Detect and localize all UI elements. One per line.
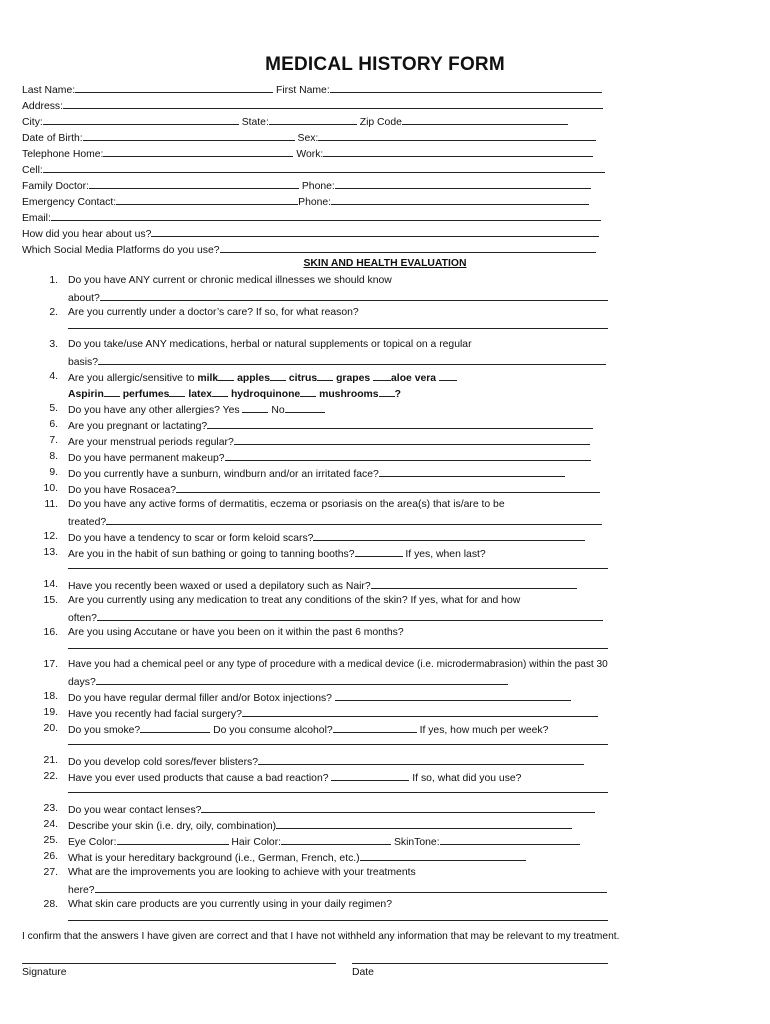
question-7-label: Are your menstrual periods regular? <box>68 437 234 448</box>
social-media-row <box>22 242 596 258</box>
allergy-citrus-field[interactable] <box>317 370 333 381</box>
question-4-prefix: Are you allergic/sensitive to <box>68 373 198 384</box>
question-number: 18. <box>43 691 58 702</box>
question-22-label: Have you ever used products that cause a bad reaction? <box>68 773 329 784</box>
question-18-answer[interactable] <box>335 690 571 701</box>
name-row <box>22 82 602 98</box>
question-15-often: often? <box>68 613 97 624</box>
question-17-days: days? <box>68 677 96 688</box>
cell-field[interactable] <box>43 162 605 173</box>
cell-label: Cell: <box>22 165 43 176</box>
question-13-when-answer[interactable] <box>68 558 608 569</box>
question-number: 11. <box>44 499 58 510</box>
question-1-about: about? <box>68 293 100 304</box>
city-row <box>22 114 568 130</box>
telephone-row <box>22 146 593 162</box>
date-line[interactable] <box>352 962 608 964</box>
question-number: 26. <box>43 851 58 862</box>
allergy-grapes-field[interactable] <box>373 370 391 381</box>
question-number: 4. <box>49 371 58 382</box>
question-number: 22. <box>43 771 58 782</box>
social-media-label: Which Social Media Platforms do you use? <box>22 245 220 256</box>
question-7-text <box>68 434 590 450</box>
allergy-milk-field[interactable] <box>218 370 234 381</box>
address-label: Address: <box>22 101 64 112</box>
question-3-cont <box>68 354 606 370</box>
eye-color-label: Eye Color: <box>68 837 117 848</box>
question-23-label: Do you wear contact lenses? <box>68 805 202 816</box>
question-28-text: What skin care products are you currently using in your daily regimen? <box>68 899 392 910</box>
sex-field[interactable] <box>318 130 596 141</box>
question-27-answer[interactable] <box>95 882 607 893</box>
question-5-yes-field[interactable] <box>242 402 268 413</box>
work-label: Work: <box>296 149 324 160</box>
question-15-cont <box>68 610 603 626</box>
allergy-aloe-field[interactable] <box>439 370 457 381</box>
confirmation-text: I confirm that the answers I have given are correct and that I have not withheld any information that may be relevant to my treatment. <box>22 931 620 942</box>
address-row <box>22 98 603 114</box>
question-20-cont <box>68 734 608 750</box>
allergy-apples: apples <box>237 373 270 384</box>
emergency-contact-label: Emergency Contact: <box>22 197 117 208</box>
question-7-answer[interactable] <box>234 434 590 445</box>
last-name-field[interactable] <box>75 82 273 93</box>
question-11-treated: treated? <box>68 517 107 528</box>
question-number: 9. <box>49 467 58 478</box>
question-25-text <box>68 834 580 850</box>
question-21-text <box>68 754 584 770</box>
question-23-text <box>68 802 595 818</box>
question-8-text <box>68 450 591 466</box>
question-1-answer[interactable] <box>100 290 608 301</box>
eye-color-field[interactable] <box>117 834 229 845</box>
question-number: 1. <box>49 275 58 286</box>
skin-tone-field[interactable] <box>440 834 580 845</box>
question-28-answer[interactable] <box>68 910 608 921</box>
city-label: City: <box>22 117 43 128</box>
skin-tone-label: SkinTone: <box>393 837 440 848</box>
question-16-text: Are you using Accutane or have you been on it within the past 6 months? <box>68 627 404 638</box>
question-number: 8. <box>49 451 58 462</box>
doctor-phone-field[interactable] <box>335 178 591 189</box>
question-number: 10. <box>43 483 58 494</box>
question-3-basis: basis? <box>68 357 99 368</box>
question-19-label: Have you recently had facial surgery? <box>68 709 242 720</box>
allergy-aspirin: Aspirin <box>68 389 104 400</box>
question-2-cont <box>68 318 608 334</box>
allergy-perfumes: perfumes <box>122 389 170 400</box>
question-26-answer[interactable] <box>360 850 526 861</box>
question-14-label: Have you recently been waxed or used a depilatory such as Nair? <box>68 581 371 592</box>
question-28-cont <box>68 910 608 926</box>
question-10-answer[interactable] <box>176 482 600 493</box>
question-number: 5. <box>49 403 58 414</box>
sex-label: Sex: <box>297 133 319 144</box>
question-number: 23. <box>43 803 58 814</box>
question-1-text: Do you have ANY current or chronic medical illnesses we should know <box>68 275 392 286</box>
question-number: 3. <box>49 339 58 350</box>
allergy-mushrooms: mushrooms <box>319 389 379 400</box>
question-16-answer[interactable] <box>68 638 608 649</box>
question-22-answer[interactable] <box>331 770 409 781</box>
allergy-perfumes-field[interactable] <box>169 386 185 397</box>
question-number: 17. <box>43 659 58 670</box>
hair-color-label: Hair Color: <box>231 837 282 848</box>
question-number: 16. <box>43 627 58 638</box>
question-1-cont <box>68 290 608 306</box>
question-6-text <box>68 418 593 434</box>
question-8-label: Do you have permanent makeup? <box>68 453 225 464</box>
dob-label: Date of Birth: <box>22 133 83 144</box>
question-18-label: Do you have regular dermal filler and/or Botox injections? <box>68 693 332 704</box>
question-17-text: Have you had a chemical peel or any type of procedure with a medical device (i.e. microdermabrasion) within the past 30 <box>68 659 608 670</box>
question-number: 7. <box>49 435 58 446</box>
question-11-answer[interactable] <box>106 514 602 525</box>
question-number: 25. <box>43 835 58 846</box>
zip-field[interactable] <box>402 114 568 125</box>
question-6-label: Are you pregnant or lactating? <box>68 421 208 432</box>
family-doctor-field[interactable] <box>89 178 299 189</box>
emergency-phone-label: Phone: <box>298 197 332 208</box>
last-name-label: Last Name: <box>22 85 76 96</box>
allergy-grapes: grapes <box>336 373 371 384</box>
question-5-text <box>68 402 325 418</box>
question-number: 6. <box>49 419 58 430</box>
allergy-milk: milk <box>197 373 219 384</box>
allergy-qmark: ? <box>394 389 401 400</box>
telephone-home-label: Telephone Home: <box>22 149 104 160</box>
family-doctor-label: Family Doctor: <box>22 181 89 192</box>
question-number: 14. <box>43 579 58 590</box>
question-12-label: Do you have a tendency to scar or form keloid scars? <box>68 533 314 544</box>
question-5-yes: Do you have any other allergies? Yes <box>68 405 240 416</box>
allergy-mushrooms-field[interactable] <box>379 386 395 397</box>
question-20-alcohol-answer[interactable] <box>333 722 417 733</box>
email-label: Email: <box>22 213 51 224</box>
hear-about-field[interactable] <box>151 226 599 237</box>
question-20-per-week-answer[interactable] <box>68 734 608 745</box>
question-number: 27. <box>43 867 58 878</box>
address-field[interactable] <box>63 98 603 109</box>
date-label: Date <box>352 967 374 978</box>
question-10-text <box>68 482 600 498</box>
question-9-answer[interactable] <box>379 466 565 477</box>
hear-about-label: How did you hear about us? <box>22 229 152 240</box>
question-number: 20. <box>43 723 58 734</box>
emergency-phone-field[interactable] <box>331 194 589 205</box>
question-19-text <box>68 706 598 722</box>
cell-row <box>22 162 605 178</box>
question-13-label: Are you in the habit of sun bathing or going to tanning booths? <box>68 549 355 560</box>
allergy-hydroquinone-field[interactable] <box>300 386 316 397</box>
state-field[interactable] <box>269 114 357 125</box>
question-17-cont <box>68 674 508 690</box>
question-number: 15. <box>43 595 58 606</box>
social-media-field[interactable] <box>220 242 596 253</box>
signature-label: Signature <box>22 967 67 978</box>
question-22-cont <box>68 782 608 798</box>
question-20-per-week: If yes, how much per week? <box>419 725 549 736</box>
allergy-citrus: citrus <box>288 373 318 384</box>
question-2-text: Are you currently under a doctor’s care? If so, for what reason? <box>68 307 359 318</box>
zip-label: Zip Code <box>359 117 402 128</box>
telephone-home-field[interactable] <box>103 146 293 157</box>
email-row <box>22 210 601 226</box>
question-number: 12. <box>43 531 58 542</box>
question-24-answer[interactable] <box>276 818 572 829</box>
question-15-text: Are you currently using any medication to treat any conditions of the skin? If yes, what for and how <box>68 595 521 606</box>
question-24-text <box>68 818 572 834</box>
allergy-aspirin-field[interactable] <box>104 386 120 397</box>
question-27-cont <box>68 882 607 898</box>
question-number: 13. <box>43 547 58 558</box>
question-22-what: If so, what did you use? <box>412 773 522 784</box>
question-22-what-answer[interactable] <box>68 782 608 793</box>
question-19-answer[interactable] <box>242 706 598 717</box>
question-21-answer[interactable] <box>258 754 584 765</box>
question-13-when: If yes, when last? <box>405 549 486 560</box>
question-4-cont <box>68 386 401 402</box>
question-26-text <box>68 850 526 866</box>
question-14-text <box>68 578 577 594</box>
first-name-field[interactable] <box>330 82 602 93</box>
question-6-answer[interactable] <box>207 418 593 429</box>
work-field[interactable] <box>323 146 593 157</box>
question-12-answer[interactable] <box>313 530 585 541</box>
question-14-answer[interactable] <box>371 578 577 589</box>
question-number: 19. <box>43 707 58 718</box>
state-label: State: <box>241 117 269 128</box>
allergy-latex: latex <box>188 389 213 400</box>
section-title: SKIN AND HEALTH EVALUATION <box>303 258 467 269</box>
question-27-text: What are the improvements you are looking to achieve with your treatments <box>68 867 416 878</box>
question-4-text <box>68 370 457 386</box>
question-number: 28. <box>43 899 58 910</box>
question-9-text <box>68 466 565 482</box>
question-17-answer[interactable] <box>96 674 508 685</box>
question-11-text: Do you have any active forms of dermatitis, eczema or psoriasis on the area(s) that is/are to be <box>68 499 505 510</box>
question-27-here: here? <box>68 885 95 896</box>
question-20-smoke: Do you smoke? <box>68 725 141 736</box>
emergency-contact-field[interactable] <box>116 194 298 205</box>
hear-about-row <box>22 226 599 242</box>
allergy-aloe: aloe vera <box>391 373 437 384</box>
question-26-label: What is your hereditary background (i.e., German, French, etc.) <box>68 853 360 864</box>
allergy-latex-field[interactable] <box>212 386 228 397</box>
question-13-cont <box>68 558 608 574</box>
question-15-answer[interactable] <box>97 610 603 621</box>
hair-color-field[interactable] <box>281 834 391 845</box>
allergy-hydroquinone: hydroquinone <box>230 389 301 400</box>
question-11-cont <box>68 514 602 530</box>
question-13-answer[interactable] <box>355 546 403 557</box>
question-9-label: Do you currently have a sunburn, windburn and/or an irritated face? <box>68 469 379 480</box>
question-20-alcohol: Do you consume alcohol? <box>213 725 333 736</box>
question-5-no-field[interactable] <box>285 402 325 413</box>
question-12-text <box>68 530 585 546</box>
question-number: 24. <box>43 819 58 830</box>
question-24-label: Describe your skin (i.e. dry, oily, combination) <box>68 821 277 832</box>
question-3-text: Do you take/use ANY medications, herbal or natural supplements or topical on a regular <box>68 339 472 350</box>
question-8-answer[interactable] <box>225 450 591 461</box>
phone-label: Phone: <box>301 181 335 192</box>
question-21-label: Do you develop cold sores/fever blisters? <box>68 757 259 768</box>
question-18-text <box>68 690 571 706</box>
email-field[interactable] <box>51 210 601 221</box>
signature-line[interactable] <box>22 962 336 964</box>
city-field[interactable] <box>43 114 239 125</box>
question-5-no: No <box>271 405 285 416</box>
dob-row <box>22 130 596 146</box>
question-3-answer[interactable] <box>98 354 606 365</box>
question-number: 2. <box>49 307 58 318</box>
form-title: MEDICAL HISTORY FORM <box>265 54 505 75</box>
question-10-label: Do you have Rosacea? <box>68 485 177 496</box>
emergency-contact-row <box>22 194 589 210</box>
first-name-label: First Name: <box>276 85 330 96</box>
question-number: 21. <box>43 755 58 766</box>
question-2-answer[interactable] <box>68 318 608 329</box>
question-16-cont <box>68 638 608 654</box>
question-23-answer[interactable] <box>201 802 595 813</box>
question-20-smoke-answer[interactable] <box>140 722 210 733</box>
allergy-apples-field[interactable] <box>270 370 286 381</box>
dob-field[interactable] <box>83 130 295 141</box>
family-doctor-row <box>22 178 591 194</box>
